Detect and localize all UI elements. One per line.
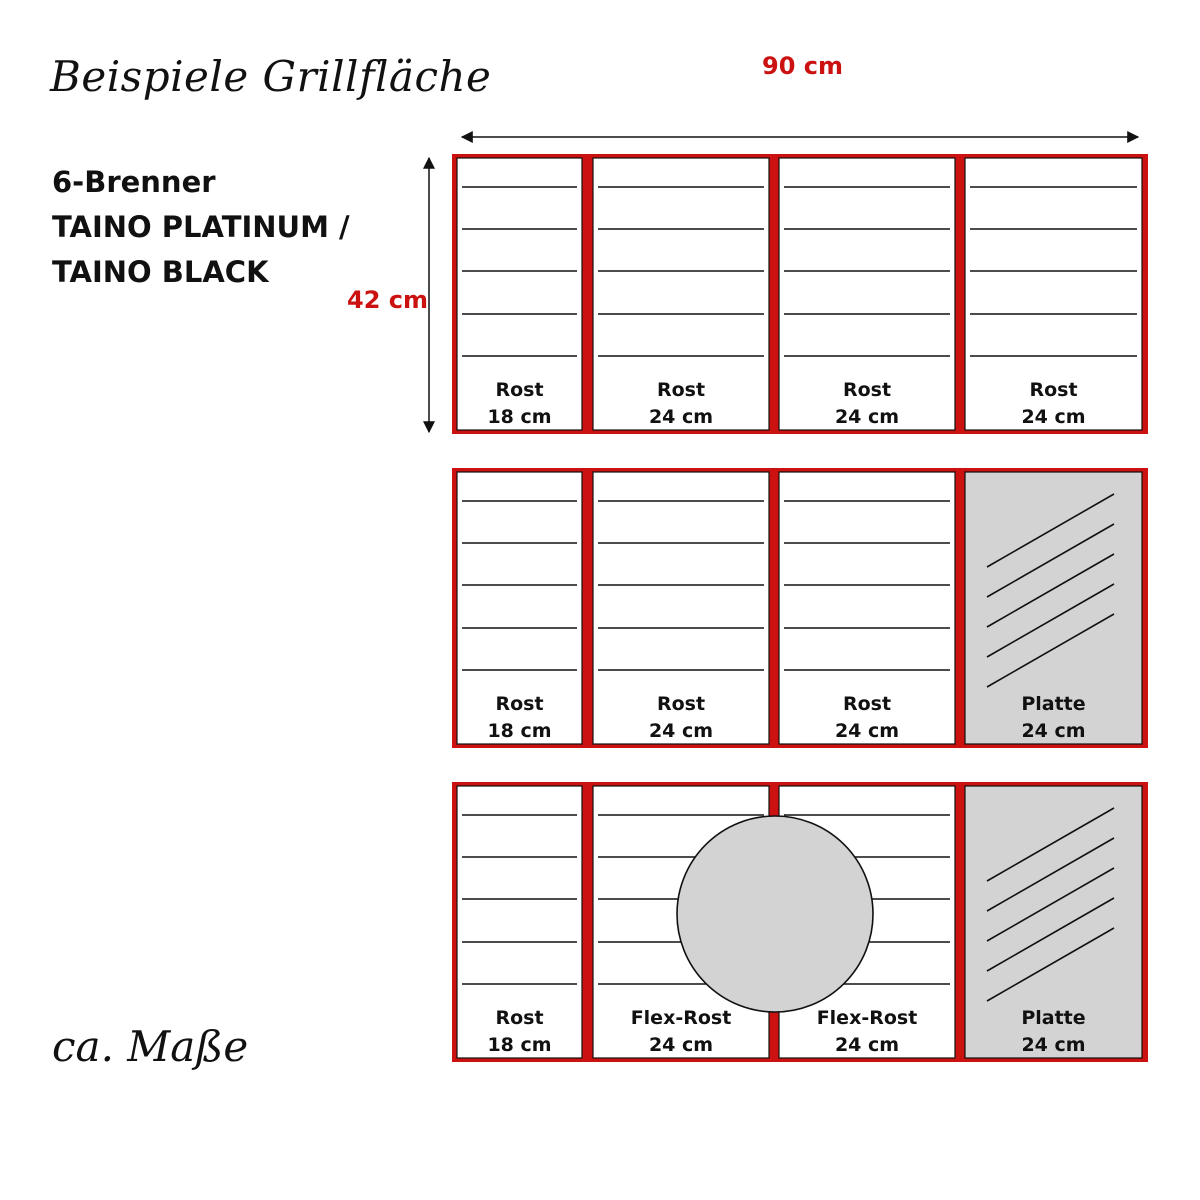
grill-cell-rost: [779, 158, 955, 430]
cell-size-label: 18 cm: [487, 720, 552, 742]
grill-cell-rost: [457, 786, 582, 1058]
cell-type-label: Rost: [495, 1007, 544, 1029]
cell-size-label: 24 cm: [648, 720, 714, 742]
cell-size-label: 18 cm: [487, 406, 552, 428]
flex-insert-circle: [677, 816, 873, 1012]
cell-size-label: 24 cm: [1021, 406, 1086, 428]
cell-type-label: Rost: [842, 693, 892, 715]
width-dimension-label: 90 cm: [762, 52, 843, 80]
grill-cell-rost: [965, 158, 1142, 430]
cell-type-label: Rost: [656, 693, 706, 715]
grill-cell-platte: [965, 472, 1142, 744]
cell-type-label: Rost: [1029, 379, 1078, 401]
grill-cell-rost: [593, 158, 769, 430]
cell-size-label: 18 cm: [487, 1034, 552, 1056]
grill-cell-rost: [457, 472, 582, 744]
cell-size-label: 24 cm: [834, 1034, 900, 1056]
cell-size-label: 24 cm: [1021, 1034, 1086, 1056]
height-dimension-label: 42 cm: [347, 286, 428, 314]
grill-cell-rost: [593, 472, 769, 744]
cell-type-label: Rost: [495, 379, 544, 401]
model-line-black: TAINO BLACK: [52, 255, 269, 289]
grill-cell-rost: [457, 158, 582, 430]
grill-cell-platte: [965, 786, 1142, 1058]
grill-configuration-2: [452, 468, 1148, 748]
cell-type-label: Platte: [1021, 693, 1086, 715]
grill-cell-rost: [779, 472, 955, 744]
cell-size-label: 24 cm: [1021, 720, 1086, 742]
approx-dimensions-note: ca. Maße: [52, 1022, 249, 1071]
grill-configuration-1: [452, 154, 1148, 434]
cell-size-label: 24 cm: [834, 406, 900, 428]
cell-size-label: 24 cm: [648, 406, 714, 428]
cell-size-label: 24 cm: [648, 1034, 714, 1056]
cell-type-label: Flex-Rost: [630, 1007, 732, 1029]
cell-type-label: Rost: [656, 379, 706, 401]
cell-size-label: 24 cm: [834, 720, 900, 742]
cell-type-label: Platte: [1021, 1007, 1086, 1029]
cell-type-label: Flex-Rost: [816, 1007, 918, 1029]
cell-type-label: Rost: [495, 693, 544, 715]
model-line-burner: 6-Brenner: [52, 165, 216, 199]
model-line-platinum: TAINO PLATINUM /: [52, 210, 350, 244]
grill-configuration-3: [452, 782, 1148, 1062]
page-title: Beispiele Grillfläche: [50, 52, 492, 101]
cell-type-label: Rost: [842, 379, 892, 401]
